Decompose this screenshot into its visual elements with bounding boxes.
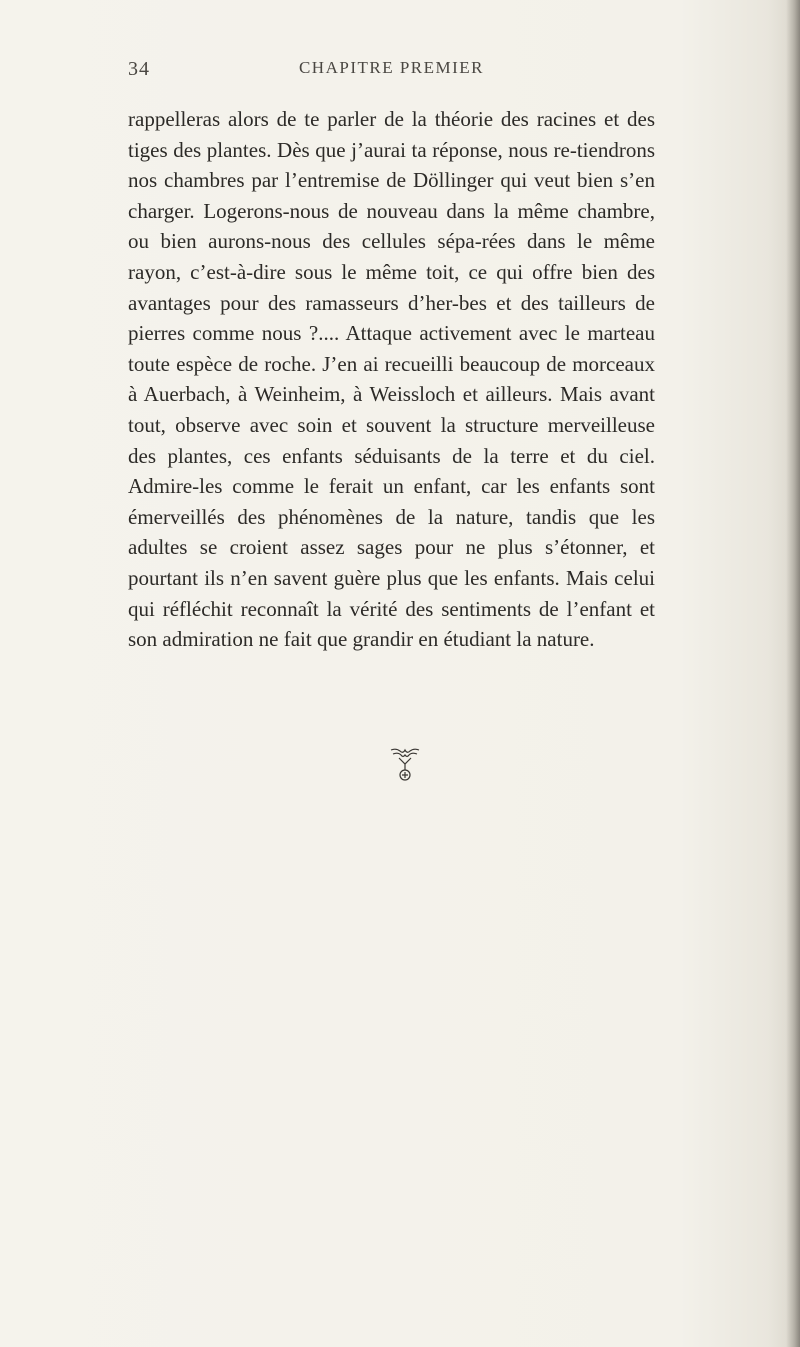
- page-edge-shadow: [786, 0, 800, 1347]
- running-title: CHAPITRE PREMIER: [298, 58, 485, 77]
- page-header: [128, 58, 655, 88]
- page-number: 34: [128, 58, 150, 80]
- body-paragraph: rappelleras alors de te parler de la théorie des racines et des tiges des plantes. Dès que j’aurai ta réponse, nous re-tiendrons nos chambres par l’entremise de Döllinger qui veut bien s’en charger. Logerons-nous de nouveau dans la même chambre, ou bien aurons-nous des cellules sépa-rées dans le même rayon, c’est-à-dire sous le même toit, ce qui offre bien des avantages pour des ramasseurs d’her-bes et des tailleurs de pierres comme nous ?.... Attaque activement avec le marteau toute espèce de roche. J’en ai recueilli beaucoup de morceaux à Auerbach, à Weinheim, à Weissloch et ailleurs. Mais avant tout, observe avec soin et souvent la structure merveilleuse des plantes, ces enfants séduisants de la terre et du ciel. Admire-les comme le ferait un enfant, car les enfants sont émerveillés des phénomènes de la nature, tandis que les adultes se croient assez sages pour ne plus s’étonner, et pourtant ils n’en savent guère plus que les enfants. Mais celui qui réfléchit reconnaît la vérité des sentiments de l’enfant et son admiration ne fait que grandir en étudiant la nature.: [128, 107, 655, 652]
- tailpiece-ornament-icon: [388, 746, 422, 782]
